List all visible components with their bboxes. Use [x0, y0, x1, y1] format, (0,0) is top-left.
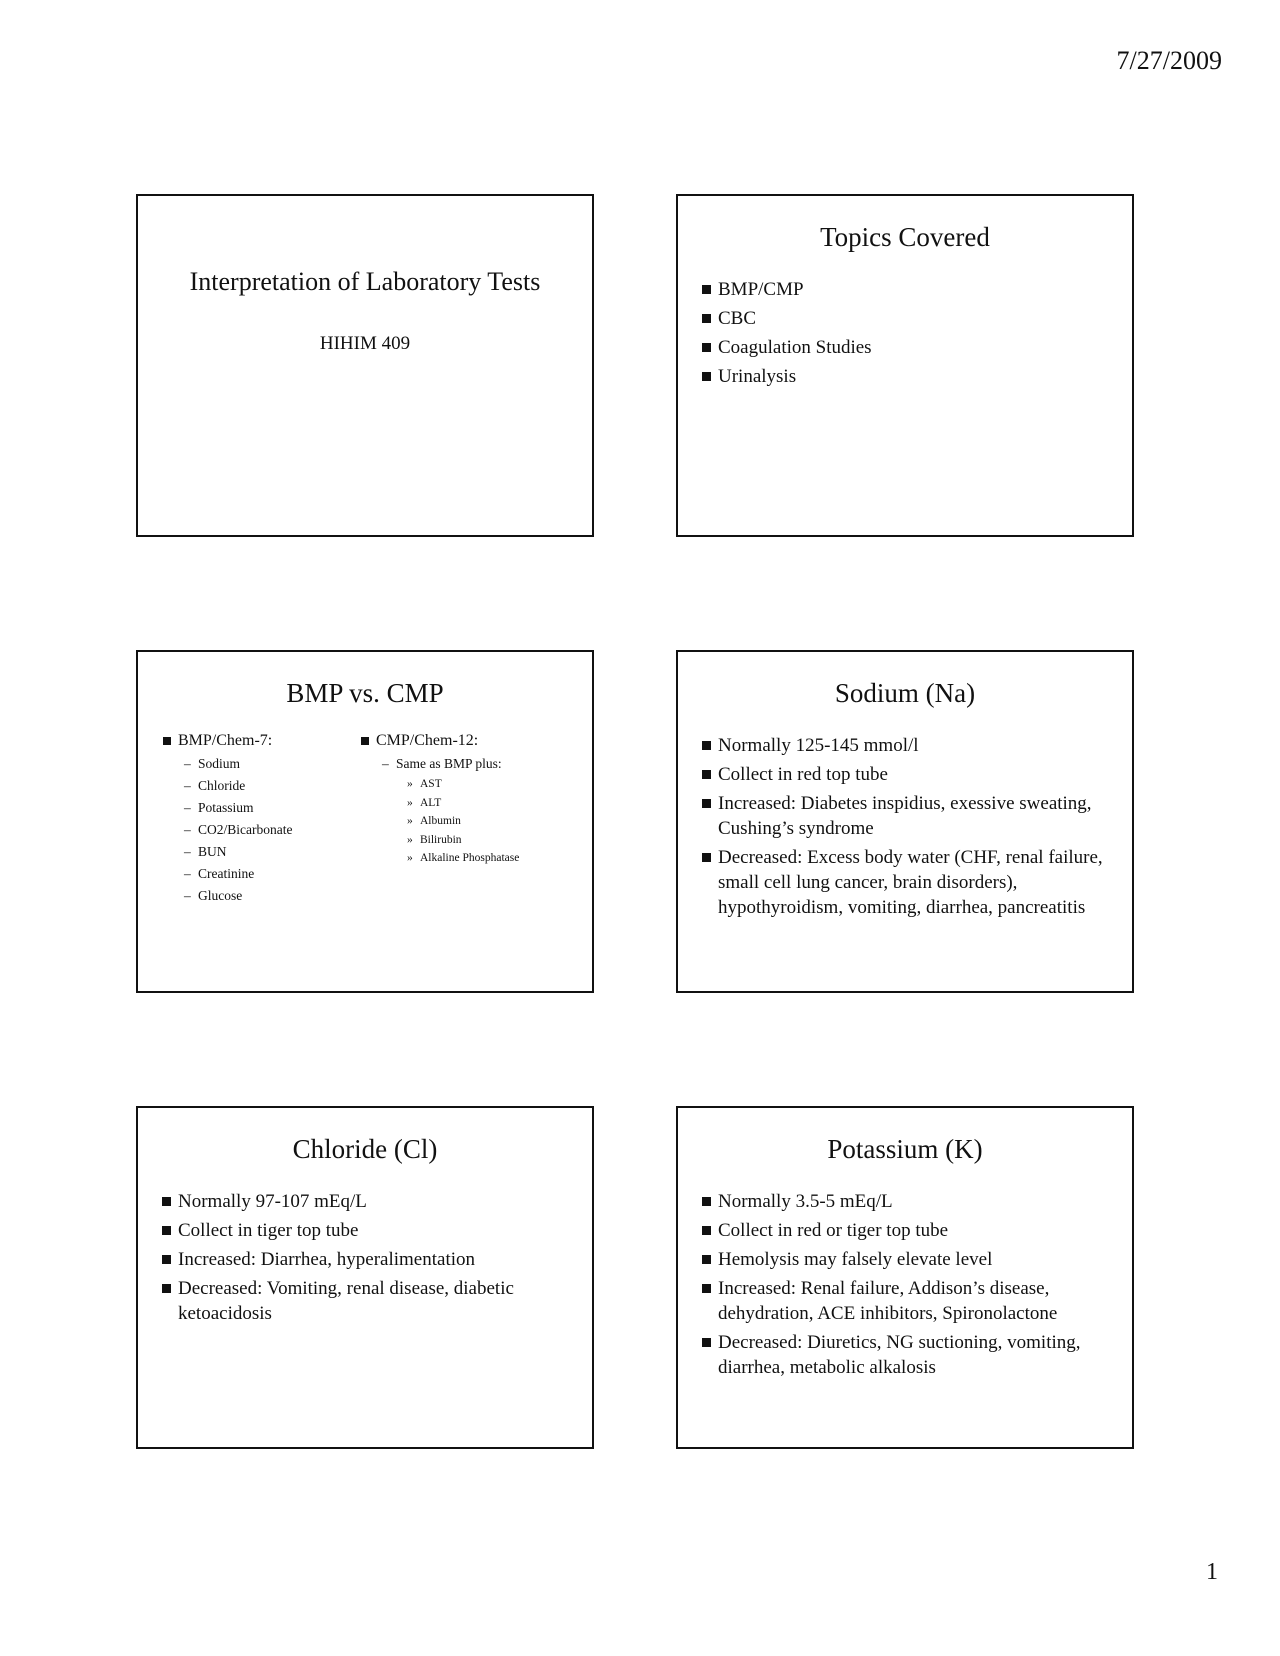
- list-item: Decreased: Vomiting, renal disease, diabetic ketoacidosis: [178, 1276, 570, 1326]
- slide-title: Sodium (Na): [834, 678, 976, 708]
- slide-title: Interpretation of Laboratory Tests: [189, 267, 541, 296]
- list-item: Hemolysis may falsely elevate level: [718, 1247, 1110, 1272]
- list-item: » AST: [420, 775, 592, 794]
- bullet-list: [678, 277, 1132, 389]
- cmp-extra-list: [396, 775, 592, 868]
- list-item: » Bilirubin: [420, 831, 592, 850]
- list-item: – Glucose: [198, 885, 376, 907]
- list-item: Normally 3.5-5 mEq/L: [718, 1189, 1110, 1214]
- bullet-list: [678, 733, 1132, 920]
- list-item: – CO2/Bicarbonate: [198, 819, 376, 841]
- page-number: 1: [1206, 1559, 1218, 1585]
- list-item: Increased: Diabetes inspidius, exessive sweating, Cushing’s syndrome: [718, 791, 1110, 841]
- list-item: [396, 753, 592, 868]
- list-item: Decreased: Excess body water (CHF, renal failure, small cell lung cancer, brain disorders), hypothyroidism, vomiting, diarrhea, pancreatitis: [718, 845, 1110, 920]
- cmp-subheading: Same as BMP plus:: [396, 756, 502, 772]
- list-item: – Potassium: [198, 797, 376, 819]
- slide-chloride: [136, 1106, 594, 1449]
- list-item: Normally 97-107 mEq/L: [178, 1189, 570, 1214]
- list-item: – Creatinine: [198, 863, 376, 885]
- slide-title: BMP vs. CMP: [286, 678, 444, 708]
- list-item: Normally 125-145 mmol/l: [718, 733, 1110, 758]
- slide-title: Potassium (K): [827, 1134, 983, 1164]
- list-item: » ALT: [420, 794, 592, 813]
- list-item: Increased: Diarrhea, hyperalimentation: [178, 1247, 570, 1272]
- slide-sodium: [676, 650, 1134, 993]
- bullet-list: [678, 1189, 1132, 1380]
- page-date: 7/27/2009: [1116, 46, 1222, 75]
- list-item: Collect in red top tube: [718, 762, 1110, 787]
- two-column-content: [138, 731, 592, 907]
- slide-topics-covered: [676, 194, 1134, 537]
- list-item: BMP/CMP: [718, 277, 1110, 302]
- list-item: – Chloride: [198, 775, 376, 797]
- list-item: – BUN: [198, 841, 376, 863]
- cmp-column: [376, 731, 592, 907]
- slide-subtitle: HIHIM 409: [319, 333, 411, 355]
- bullet-list: [138, 1189, 592, 1326]
- list-item: » Alkaline Phosphatase: [420, 849, 592, 868]
- slide-title: Chloride (Cl): [292, 1134, 438, 1164]
- slide-title: Topics Covered: [820, 222, 990, 252]
- slide-title-interpretation: [136, 194, 594, 537]
- bmp-list: [178, 753, 376, 907]
- list-item: Collect in tiger top tube: [178, 1218, 570, 1243]
- cmp-list: [376, 753, 592, 868]
- list-item: Coagulation Studies: [718, 335, 1110, 360]
- cmp-heading: CMP/Chem-12:: [376, 731, 592, 751]
- slide-bmp-vs-cmp: [136, 650, 594, 993]
- bmp-column: [178, 731, 376, 907]
- list-item: Collect in red or tiger top tube: [718, 1218, 1110, 1243]
- list-item: CBC: [718, 306, 1110, 331]
- bmp-heading: BMP/Chem-7:: [178, 731, 376, 751]
- list-item: » Albumin: [420, 812, 592, 831]
- list-item: Urinalysis: [718, 364, 1110, 389]
- list-item: – Sodium: [198, 753, 376, 775]
- list-item: Decreased: Diuretics, NG suctioning, vomiting, diarrhea, metabolic alkalosis: [718, 1330, 1110, 1380]
- slide-potassium: [676, 1106, 1134, 1449]
- list-item: Increased: Renal failure, Addison’s disease, dehydration, ACE inhibitors, Spironolactone: [718, 1276, 1110, 1326]
